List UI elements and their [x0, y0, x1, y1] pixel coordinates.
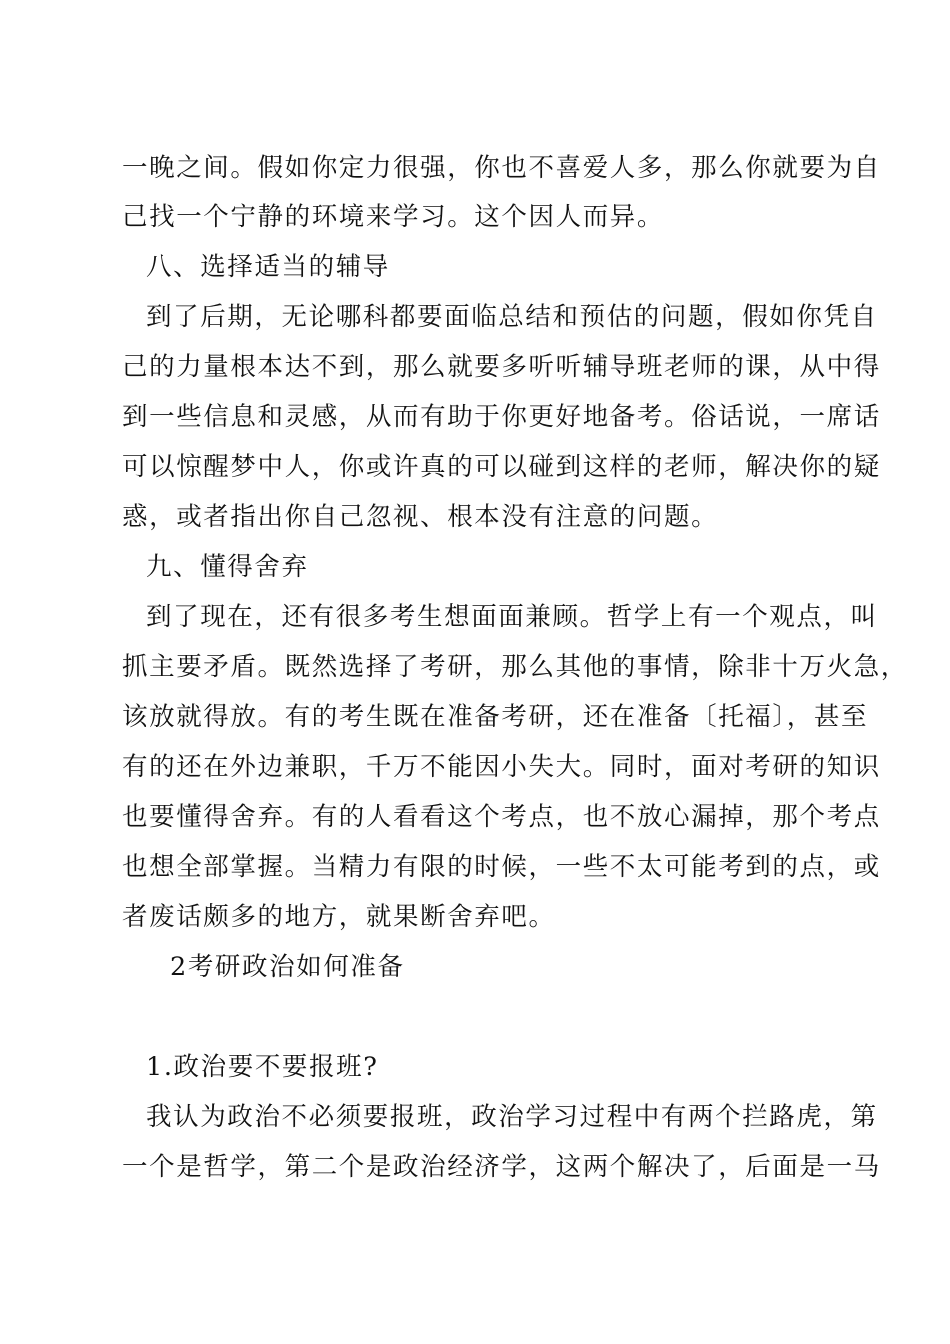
paragraph-line: 有的还在外边兼职，千万不能因小失大。同时，面对考研的知识 [122, 752, 881, 782]
paragraph-line: 也想全部掌握。当精力有限的时候，一些不太可能考到的点，或 [122, 852, 881, 882]
section-heading: 九、懂得舍弃 [146, 552, 309, 582]
section-heading: 2考研政治如何准备 [170, 952, 405, 982]
section-heading: 八、选择适当的辅导 [146, 252, 390, 282]
paragraph-line: 己找一个宁静的环境来学习。这个因人而异。 [122, 202, 665, 232]
paragraph-line: 惑，或者指出你自己忽视、根本没有注意的问题。 [122, 502, 719, 532]
paragraph-line: 到一些信息和灵感，从而有助于你更好地备考。俗话说，一席话 [122, 402, 881, 432]
paragraph-line: 到了现在，还有很多考生想面面兼顾。哲学上有一个观点，叫 [146, 602, 878, 632]
paragraph-line: 可以惊醒梦中人，你或许真的可以碰到这样的老师，解决你的疑 [122, 452, 881, 482]
paragraph-line: 该放就得放。有的考生既在准备考研，还在准备〔托福〕，甚至 [122, 702, 869, 732]
paragraph-line: 一个是哲学，第二个是政治经济学，这两个解决了，后面是一马 [122, 1152, 881, 1182]
paragraph-line: 己的力量根本达不到，那么就要多听听辅导班老师的课，从中得 [122, 352, 881, 382]
paragraph-line: 者废话颇多的地方，就果断舍弃吧。 [122, 902, 556, 932]
paragraph-line: 一晚之间。假如你定力很强，你也不喜爱人多，那么你就要为自 [122, 153, 881, 183]
paragraph-line: 我认为政治不必须要报班，政治学习过程中有两个拦路虎，第 [146, 1102, 878, 1132]
paragraph-line: 到了后期，无论哪科都要面临总结和预估的问题，假如你凭自 [146, 302, 878, 332]
subsection-heading: 1.政治要不要报班? [146, 1052, 379, 1082]
paragraph-line: 也要懂得舍弃。有的人看看这个考点，也不放心漏掉，那个考点 [122, 802, 881, 832]
paragraph-line: 抓主要矛盾。既然选择了考研，那么其他的事情，除非十万火急， [122, 652, 908, 682]
